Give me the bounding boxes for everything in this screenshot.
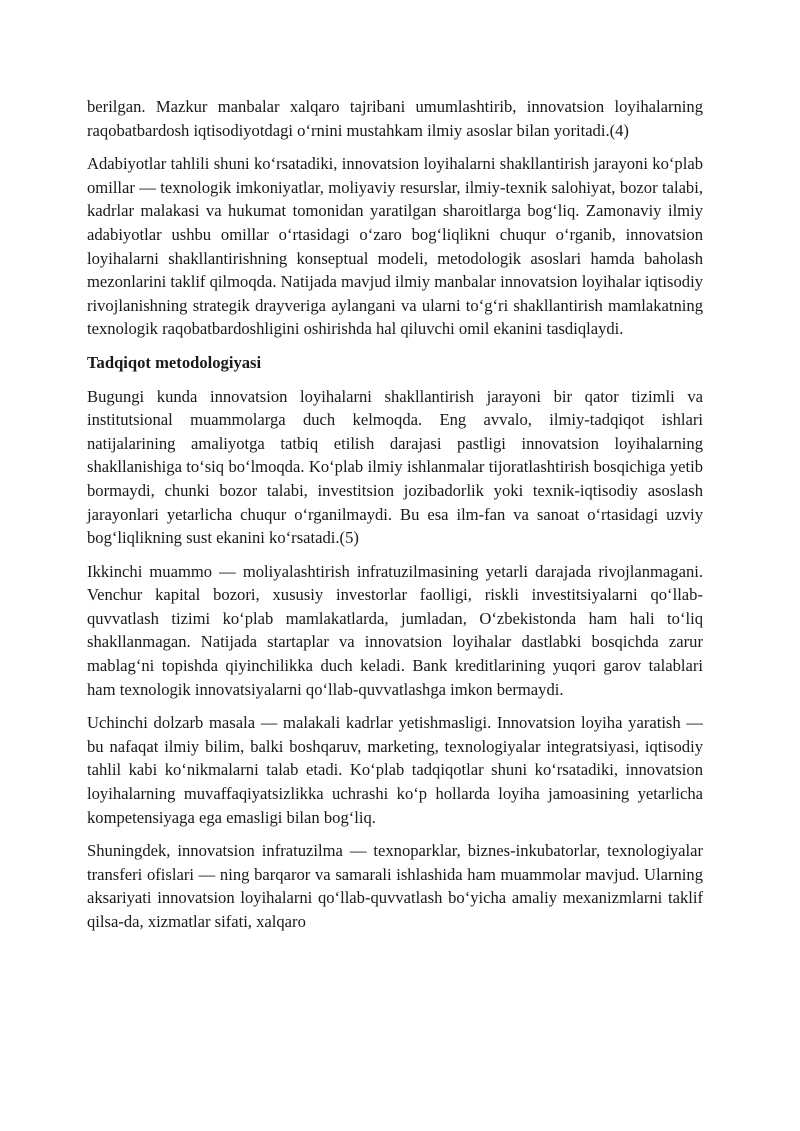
paragraph-3: Bugungi kunda innovatsion loyihalarni shakllantirish jarayoni bir qator tizimli va institutsional muammolarga duch kelmoqda. Eng avvalo, ilmiy-tadqiqot ishlari natijalarining amaliyotga tatbiq etilish darajasi pastligi innovatsion loyihalarning shakllanishiga to‘siq bo‘lmoqda. Ko‘plab ilmiy ishlanmalar tijoratlashtirish bosqichiga yetib bormaydi, chunki bozor talabi, investitsion jozibadorlik yoki texnik-iqtisodiy asoslash jarayonlari yetarlicha chuqur o‘rganilmaydi. Bu esa ilm-fan va sanoat o‘rtasidagi uzviy bog‘liqlikning sust ekanini ko‘rsatadi.(5) (87, 386, 703, 548)
paragraph-2: Adabiyotlar tahlili shuni ko‘rsatadiki, innovatsion loyihalarni shakllantirish jarayoni ko‘plab omillar — texnologik imkoniyatlar, moliyaviy resurslar, ilmiy-texnik salohiyat, bozor talabi, kadrlar malakasi va hukumat tomonidan yaratilgan sharoitlarga bog‘liq. Zamonaviy ilmiy adabiyotlar ushbu omillar o‘rtasidagi o‘zaro bog‘liqlikni chuqur o‘rganib, innovatsion loyihalarni shakllantirishning konseptual modeli, metodologik asoslari hamda baholash mezonlarini taklif qilmoqda. Natijada mavjud ilmiy manbalar innovatsion loyihalar iqtisodiy rivojlanishning strategik drayveriga aylangani va ularni to‘g‘ri shakllantirish mamlakatning texnologik raqobatbardoshligini oshirishda hal qiluvchi omil ekanini tasdiqlaydi. (87, 154, 703, 339)
document-page (87, 95, 703, 944)
paragraph-5: Uchinchi dolzarb masala — malakali kadrlar yetishmasligi. Innovatsion loyiha yaratish — bu nafaqat ilmiy bilim, balki boshqaruv, marketing, texnologiyalar integratsiyasi, iqtisodiy tahlil kabi ko‘nikmalarni talab etadi. Ko‘plab tadqiqotlar shuni ko‘rsatadiki, innovatsion loyihalarning muvaffaqiyatsizlikka uchrashi ko‘p hollarda loyiha jamoasining yetarlicha kompetensiyaga ega emasligi bilan bog‘liq. (87, 713, 703, 827)
section-heading: Tadqiqot metodologiyasi (87, 352, 262, 372)
paragraph-4: Ikkinchi muammo — moliyalashtirish infratuzilmasining yetarli darajada rivojlanmagani. Venchur kapital bozori, xususiy investorlar faolligi, riskli investitsiyalarni qo‘llab-quvvatlash tizimi ko‘plab mamlakatlarda, jumladan, O‘zbekistonda ham hali to‘liq shakllanmagan. Natijada startaplar va innovatsion loyihalar dastlabki bosqichda zarur mablag‘ni topishda qiyinchilikka duch keladi. Bank kreditlarining yuqori garov talablari ham texnologik innovatsiyalarni qo‘llab-quvvatlashga imkon bermaydi. (87, 561, 703, 699)
paragraph-6: Shuningdek, innovatsion infratuzilma — texnoparklar, biznes-inkubatorlar, texnologiyalar transferi ofislari — ning barqaror va samarali ishlashida ham muammolar mavjud. Ularning aksariyati innovatsion loyihalarni qo‘llab-quvvatlash bo‘yicha amaliy mexanizmlarni taklif qilsa-da, xizmatlar sifati, xalqaro (87, 841, 703, 931)
paragraph-1: berilgan. Mazkur manbalar xalqaro tajribani umumlashtirib, innovatsion loyihalarning raqobatbardosh iqtisodiyotdagi o‘rnini mustahkam ilmiy asoslar bilan yoritadi.(4) (87, 97, 703, 140)
